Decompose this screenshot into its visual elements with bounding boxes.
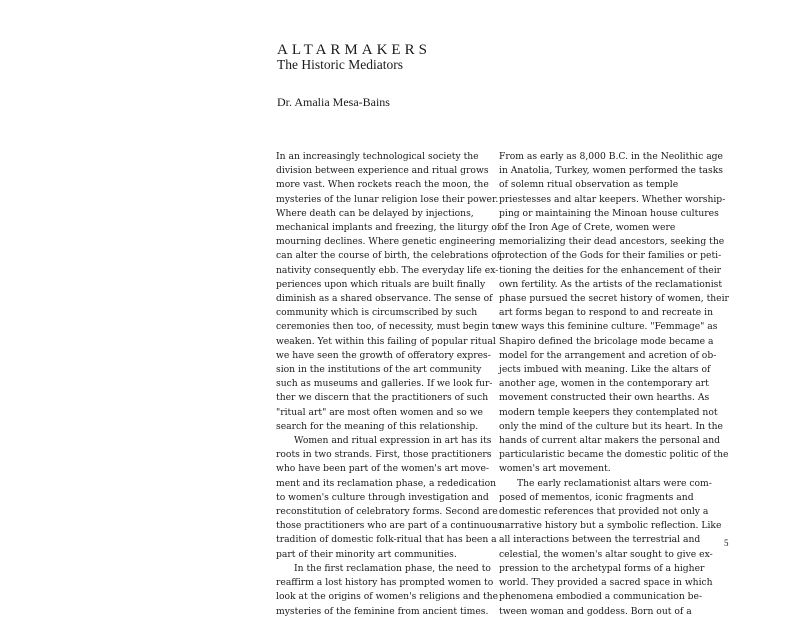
text-line: Women and ritual expression in art has its (294, 435, 492, 447)
text-line: part of their minority art communities. (276, 548, 457, 560)
text-line: to women's culture through investigation and (276, 491, 489, 503)
text-line: women's art movement. (499, 463, 611, 475)
text-line: those practitioners who are part of a continuous (276, 520, 502, 532)
text-line: tradition of domestic folk-ritual that has been a (276, 534, 497, 546)
text-line: of solemn ritual observation as temple (499, 179, 679, 191)
text-line: priestesses and altar keepers. Whether worship- (499, 193, 726, 205)
text-line: memorializing their dead ancestors, seeking the (499, 236, 725, 248)
text-line: reaffirm a lost history has prompted women to (276, 577, 494, 589)
text-line: In the first reclamation phase, the need to (294, 562, 491, 574)
text-line: protection of the Gods for their families or peti- (499, 250, 722, 262)
text-line: modern temple keepers they contemplated not (499, 406, 718, 418)
text-line: who have been part of the women's art move- (276, 463, 490, 475)
page-number: 5 (724, 538, 729, 548)
article-title: ALTARMAKERS (277, 42, 431, 58)
author-byline: Dr. Amalia Mesa-Bains (277, 95, 390, 109)
text-line: weaken. Yet within this failing of popular ritual (276, 335, 496, 347)
text-line: phase pursued the secret history of women, their (499, 293, 729, 305)
text-line: all interactions between the terrestrial and (499, 534, 701, 546)
text-line: community which is circumscribed by such (276, 307, 478, 319)
text-line: From as early as 8,000 B.C. in the Neolithic age (499, 151, 723, 162)
text-line: tween woman and goddess. Born out of a (499, 605, 692, 617)
text-line: can alter the course of birth, the celebrations of (276, 250, 501, 262)
text-line: of the Iron Age of Crete, women were (499, 222, 676, 234)
text-line: sion in the institutions of the art community (276, 364, 482, 376)
text-line: mysteries of the lunar religion lose their power. (276, 193, 499, 205)
text-line: search for the meaning of this relationship. (276, 420, 479, 432)
text-line: phenomena embodied a communication be- (499, 591, 703, 603)
text-line: tioning the deities for the enhancement of their (499, 264, 722, 276)
text-line: The early reclamationist altars were com- (517, 477, 712, 489)
text-line: more vast. When rockets reach the moon, the (276, 179, 489, 191)
text-line: hands of current altar makers the personal and (499, 435, 721, 447)
text-column-right (499, 150, 729, 619)
text-line: nativity consequently ebb. The everyday life ex- (276, 264, 499, 276)
text-line: posed of mementos, iconic fragments and (499, 491, 694, 503)
text-line: roots in two strands. First, those practitioners (276, 449, 492, 461)
text-line: we have seen the growth of offeratory expres- (276, 349, 491, 361)
text-line: only the mind of the culture but its heart. In the (499, 420, 723, 432)
text-line: jects imbued with meaning. Like the altars of (499, 364, 711, 376)
text-line: pression to the archetypal forms of a higher (499, 562, 705, 574)
text-column-left (276, 150, 502, 619)
text-line: another age, women in the contemporary art (499, 378, 709, 390)
text-line: Where death can be delayed by injections, (276, 207, 474, 219)
text-line: celestial, the women's altar sought to give ex- (499, 548, 713, 560)
text-line: movement constructed their own hearths. As (499, 392, 710, 404)
text-line: division between experience and ritual grows (276, 165, 489, 177)
text-line: periences upon which rituals are built finally (276, 278, 486, 290)
text-line: mechanical implants and freezing, the liturgy of (276, 222, 501, 234)
text-line: look at the origins of women's religions and the (276, 591, 499, 603)
text-line: model for the arrangement and acretion of ob- (499, 349, 717, 361)
text-line: new ways this feminine culture. "Femmage" as (499, 321, 718, 333)
text-line: Shapiro defined the bricolage mode became a (499, 335, 714, 347)
text-line: mysteries of the feminine from ancient times. (276, 605, 489, 617)
text-line: in Anatolia, Turkey, women performed the tasks (499, 165, 723, 177)
text-line: domestic references that provided not only a (499, 506, 709, 518)
text-line: such as museums and galleries. If we look fur- (276, 378, 493, 390)
text-line: reconstitution of celebratory forms. Second are (276, 506, 498, 518)
text-line: "ritual art" are most often women and so we (276, 406, 483, 418)
text-line: art forms began to respond to and recreate in (499, 307, 714, 319)
text-line: world. They provided a sacred space in which (499, 577, 713, 589)
text-line: mourning declines. Where genetic engineering (276, 236, 496, 248)
text-line: diminish as a shared observance. The sense of (276, 293, 493, 305)
text-line: In an increasingly technological society the (276, 151, 479, 162)
text-line: own fertility. As the artists of the reclamationist (499, 278, 723, 290)
text-line: ment and its reclamation phase, a rededication (276, 477, 497, 489)
text-line: narrative history but a symbolic reflection. Like (499, 520, 722, 532)
text-line: ping or maintaining the Minoan house cultures (499, 207, 719, 219)
text-line: ceremonies then too, of necessity, must begin to (276, 321, 501, 333)
article-subtitle: The Historic Mediators (277, 57, 403, 72)
text-line: particularistic became the domestic politic of the (499, 449, 729, 461)
text-line: ther we discern that the practitioners of such (276, 392, 489, 404)
